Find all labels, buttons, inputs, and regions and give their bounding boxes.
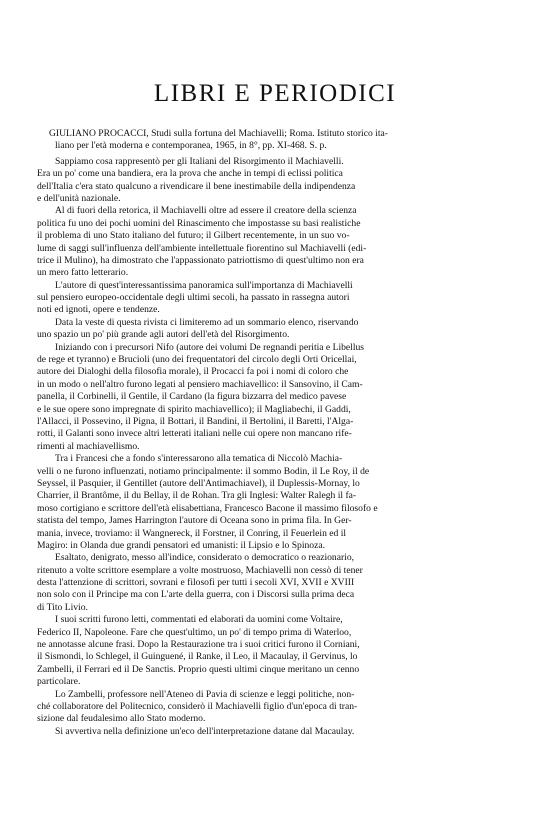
text-line: autore dei Dialoghi della filosofia morale), il Procacci fa poi i nomi di coloro che [37,366,349,378]
text-line: l'Allacci, il Possevino, il Pigna, il Bottari, il Bandini, il Bertolini, il Baretti, l'Alga- [37,415,354,427]
text-line: Charrier, il Brantôme, il du Bellay, il de Rohan. Tra gli Inglesi: Walter Ralegh il fa- [37,490,357,502]
text-line: politica fu uno dei pochi uomini del Rinascimento che impostasse su basi realistiche [37,217,361,229]
text-line: dell'Italia c'era stato qualcuno a rivendicare il bene inestimabile della indipendenza [37,180,356,192]
text-line: velli o ne furono influenzati, notiamo principalmente: il sommo Bodin, il Le Roy, il de [37,465,370,477]
text-line: ne annotasse alcune frasi. Dopo la Restaurazione tra i suoi critici furono il Corniani, [37,639,360,651]
text-line: Zambelli, il Ferrari ed il De Sanctis. Proprio questi ultimi cinque meritano un cenno [37,663,360,675]
text-line: sizione dal feudalesimo allo Stato moderno. [37,713,206,725]
text-line: Iniziando con i precursori Nifo (autore dei volumi De regnandi peritia e Libellus [55,341,365,353]
text-line: Sappiamo cosa rappresentò per gli Italiani del Risorgimento il Machiavelli. [55,155,344,167]
text-line: GIULIANO PROCACCI, Studi sulla fortuna del Machiavelli; Roma. Istituto storico ita- [49,128,388,139]
text-line: rotti, il Galanti sono invece altri letterati italiani nelle cui opere non mancano rife- [37,428,352,440]
text-line: sul pensiero europeo-occidentale degli ultimi secoli, ha passato in rassegna autori [37,292,350,304]
text-line: il Sismondi, lo Schlegel, il Guinguené, il Ranke, il Leo, il Macaulay, il Gervinus, lo [37,651,358,663]
text-line: ché collaboratore del Politecnico, considerò il Machiavelli figlio d'un'epoca di tran- [37,700,358,712]
page-title: LIBRI E PERIODICI [153,80,397,107]
text-line: trice il Mulino), ha dimostrato che l'appassionato patriottismo di quest'ultimo non era [37,254,364,266]
text-line: non solo con il Principe ma con L'arte della guerra, con i Discorsi sulla prima deca [37,589,355,601]
text-line: un mero fatto letterario. [37,267,129,279]
text-line: de rege et tyranno) e Brucioli (uno dei frequentatori del circolo degli Orti Oricellai, [37,354,357,366]
text-line: uno spazio un po' più grande agli autori dell'età del Risorgimento. [37,329,290,341]
text-line: Data la veste di questa rivista ci limiteremo ad un sommario elenco, riservando [55,316,359,328]
text-line: ritenuto a volte scrittore esemplare a volte mostruoso, Machiavelli non cessò di tener [37,564,363,576]
text-line: e le sue opere sono impregnate di spirito machiavellico); il Magliabechi, il Gaddi, [37,403,351,415]
text-line: liano per l'età moderna e contemporanea, 1965, in 8°, pp. XI-468. S. p. [55,140,327,152]
text-line: in un modo o nell'altro furono legati al pensiero machiavellico: il Sansovino, il Cam- [37,378,363,390]
text-line: noti ed ignoti, opere e tendenze. [37,304,160,316]
text-line: L'autore di quest'interessantissima panoramica sull'importanza di Machiavelli [55,279,353,291]
review-text [37,128,515,738]
text-line: rimenti al machiavellismo. [37,440,140,452]
text-line: e dell'unità nazionale. [37,192,121,204]
text-line: moso cortigiano e scrittore dell'età elisabettiana, Francesco Bacone il massimo filosofo e [37,502,378,514]
text-line: desta l'attenzione di scrittori, sovrani e filosofi per tutti i secoli XVI, XVII e XVIII [37,577,355,589]
text-line: il problema di uno Stato italiano del futuro; il Gilbert recentemente, in un suo vo- [37,230,350,242]
text-line: Era un po' come una bandiera, era la prova che anche in tempi di eclissi politica [37,168,343,180]
text-line: particolare. [37,676,81,688]
text-line: Federico II, Napoleone. Fare che quest'ultimo, un po' di tempo prima di Waterloo, [37,626,352,638]
text-line: panella, il Corbinelli, il Gentile, il Cardano (la figura bizzarra del medico pavese [37,391,347,403]
text-line: Al di fuori della retorica, il Machiavelli oltre ad essere il creatore della scienza [55,205,357,217]
text-line: lume di saggi sull'influenza dell'ambiente intellettuale fiorentino sul Machiavelli (edi- [37,242,367,254]
text-line: statista del tempo, James Harrington l'autore di Oceana sono in prima fila. In Ger- [37,515,352,527]
text-line: mania, invece, troviamo: il Wangnereck, il Forstner, il Conring, il Feuerlein ed il [37,527,347,539]
text-line: Esaltato, denigrato, messo all'indice, considerato o democratico o reazionario, [55,552,355,564]
text-line: di Tito Livio. [37,601,88,613]
text-line: I suoi scritti furono letti, commentati ed elaborati da uomini come Voltaire, [55,614,343,626]
text-line: Tra i Francesi che a fondo s'interessarono alla tematica di Niccolò Machia- [55,453,343,465]
text-line: Seyssel, il Pasquier, il Gentillet (autore dell'Antimachiavel), il Duplessis-Mornay, lo [37,477,360,489]
text-line: Si avvertiva nella definizione un'eco dell'interpretazione datane dal Macaulay. [55,725,355,737]
text-line: Magiro: in Olanda due grandi pensatori ed umanisti: il Lipsio e lo Spinoza. [37,539,326,551]
text-line: Lo Zambelli, professore nell'Ateneo di Pavia di scienze e leggi politiche, non- [55,688,355,700]
